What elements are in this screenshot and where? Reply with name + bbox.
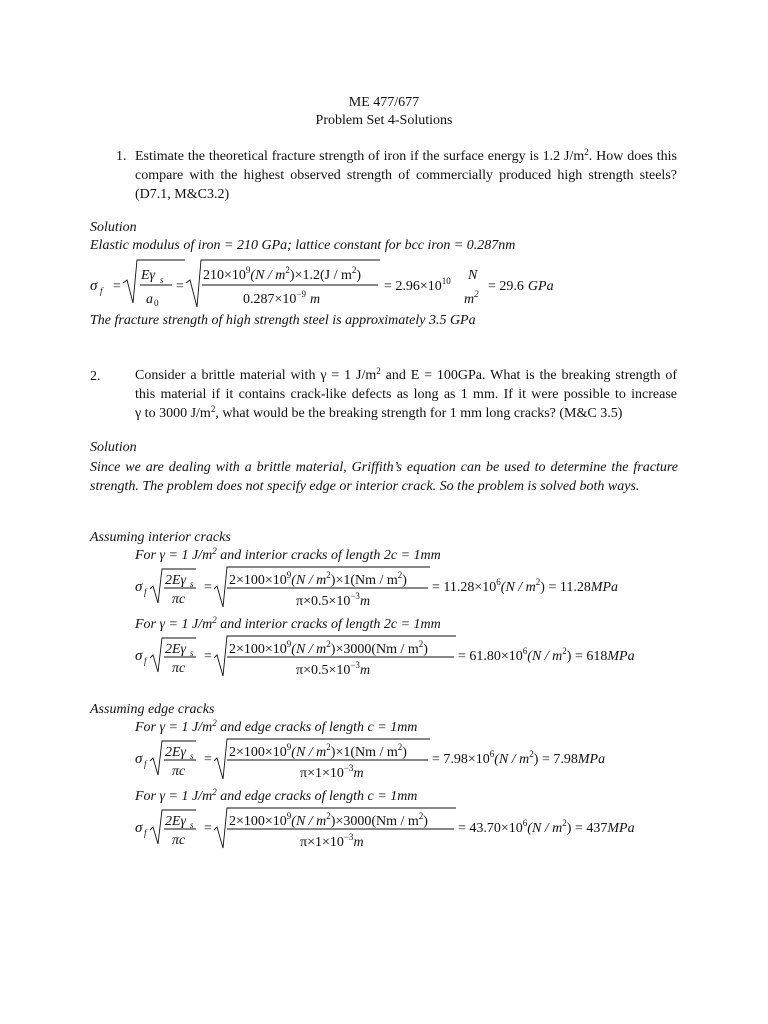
case-eq-numerator: $2\times 100\times 10^9(N / m^2)\times 3000(Nm / m^2)$	[229, 639, 428, 657]
case-eq-den: πc	[172, 592, 186, 607]
course-code: ME 477/677	[348, 95, 420, 110]
case-eq-eq: =	[204, 821, 212, 836]
eq1-den2: $0.287\times 10^{-9}$ m	[243, 289, 321, 307]
case-eq-result: = $7.98\times 10^6(N / m^2) = 7.98MPa$	[432, 749, 606, 767]
case-1-cond-sup: 2	[212, 546, 217, 556]
case-eq-numerator: $2\times 100\times 10^9(N / m^2)\times 1(Nm / m^2)$	[229, 570, 407, 588]
case-eq-num-sub: s	[190, 820, 194, 830]
case-eq-lhs-sub: f	[144, 828, 147, 838]
case-eq-lhs: σ	[135, 579, 143, 595]
case-eq-eq: =	[204, 580, 212, 595]
problem-2-solution-label: Solution	[90, 440, 137, 455]
problem-1-solution-label: Solution	[90, 220, 137, 235]
case-3-cond-sup: 2	[212, 718, 217, 728]
eq1-eq-sign: =	[113, 279, 121, 294]
eq1-lhs: σ	[90, 278, 98, 294]
case-eq-den: πc	[172, 764, 186, 779]
problem-1-text-b: . How does this compare with the highest observed strength of commercially produced high strength steels? (D7.1, M&C3.2)	[135, 149, 677, 202]
case-eq-num: 2Eγ	[165, 745, 187, 760]
eq1-lhs-sub: f	[100, 286, 103, 296]
case-eq-num-sub: s	[190, 579, 194, 589]
case-eq-lhs-sub: f	[144, 587, 147, 597]
case-4-cond-a: For γ = 1 J/m	[135, 789, 213, 804]
case-4-equation	[135, 808, 635, 850]
eq1-num2: $210\times 10^9(N / m^2)\times 1.2(J / m^2)$	[203, 265, 362, 283]
case-eq-den: πc	[172, 833, 186, 848]
case-1-equation	[135, 567, 618, 609]
problem-2-line-3a: γ to 3000 J/m	[135, 406, 211, 421]
case-2-cond-a: For γ = 1 J/m	[135, 617, 213, 632]
case-eq-num: 2Eγ	[165, 814, 187, 829]
problem-1-text-sup: 2	[584, 147, 589, 157]
case-eq-numerator: $2\times 100\times 10^9(N / m^2)\times 3000(Nm / m^2)$	[229, 811, 428, 829]
case-2-cond-sup: 2	[212, 615, 217, 625]
case-eq-eq: =	[204, 752, 212, 767]
eq1-res1-num: N	[468, 268, 478, 283]
problem-2-line-1a: Consider a brittle material with γ = 1 J/m	[135, 368, 377, 383]
eq1-res1-den: $m^2$	[464, 289, 479, 307]
case-2-cond-b: and interior cracks of length 2c = 1mm	[216, 617, 441, 632]
case-eq-denominator: $\pi\times 0.5\times 10^{-3}m$	[296, 660, 371, 678]
case-eq-denominator: $\pi\times 1\times 10^{-3}m$	[300, 763, 364, 781]
case-4-cond-sup: 2	[212, 787, 217, 797]
problem-2-line-3-sup: 2	[210, 404, 216, 414]
eq1-num1: Eγ	[141, 268, 156, 283]
case-eq-eq: =	[204, 649, 212, 664]
case-1-cond-b: and interior cracks of length 2c = 1mm	[216, 548, 441, 563]
case-eq-lhs: σ	[135, 820, 143, 836]
case-eq-numerator: $2\times 100\times 10^9(N / m^2)\times 1(Nm / m^2)$	[229, 742, 407, 760]
case-eq-lhs: σ	[135, 648, 143, 664]
problem-2-line-1-sup: 2	[376, 366, 381, 376]
problem-2-line-1b: and E = 100GPa. What is the breaking strength of	[380, 368, 677, 383]
case-3-cond-a: For γ = 1 J/m	[135, 720, 213, 735]
case-1-cond-a: For γ = 1 J/m	[135, 548, 213, 563]
case-eq-result: = $43.70\times 10^6(N / m^2) = 437MPa$	[458, 818, 635, 836]
case-eq-result: = $11.28\times 10^6(N / m^2) = 11.28MPa$	[432, 577, 619, 595]
case-2-equation	[135, 636, 635, 678]
case-eq-denominator: $\pi\times 0.5\times 10^{-3}m$	[296, 591, 371, 609]
case-4-cond-b: and edge cracks of length c = 1mm	[216, 789, 418, 804]
eq1-den1: a	[146, 292, 153, 307]
case-eq-lhs-sub: f	[144, 759, 147, 769]
interior-cracks-heading: Assuming interior cracks	[90, 530, 231, 545]
problem-1-conclusion: The fracture strength of high strength steel is approximately 3.5 GPa	[90, 313, 476, 328]
case-eq-num-sub: s	[190, 751, 194, 761]
page-title: Problem Set 4-Solutions	[315, 113, 453, 128]
problem-2-line-2: this material if it contains crack-like defects as long as 1 mm. If it were possible to increase	[135, 387, 677, 402]
problem-1-number: 1.	[116, 149, 127, 164]
case-eq-lhs: σ	[135, 751, 143, 767]
edge-cracks-heading: Assuming edge cracks	[90, 702, 215, 717]
case-eq-num: 2Eγ	[165, 573, 187, 588]
case-eq-num-sub: s	[190, 648, 194, 658]
case-eq-lhs-sub: f	[144, 656, 147, 666]
case-eq-result: = $61.80\times 10^6(N / m^2) = 618MPa$	[458, 646, 635, 664]
eq1-res1: = $2.96\times 10^{10}$	[384, 276, 451, 294]
problem-1-given: Elastic modulus of iron = 210 GPa; lattice constant for bcc iron = 0.287nm	[90, 238, 516, 253]
eq1-res2: = 29.6 GPa	[488, 279, 554, 294]
problem-2-solution-text: Since we are dealing with a brittle material, Griffith’s equation can be used to determine the fracture strength. The problem does not specify edge or interior crack. So the problem is solved both ways.	[90, 460, 678, 494]
case-eq-den: πc	[172, 661, 186, 676]
case-3-equation	[135, 739, 605, 781]
case-eq-denominator: $\pi\times 1\times 10^{-3}m$	[300, 832, 364, 850]
case-3-cond-b: and edge cracks of length c = 1mm	[216, 720, 418, 735]
problem-2-number: 2.	[90, 369, 101, 384]
eq1-num1-sub: s	[160, 275, 164, 285]
eq1-den1-sub: 0	[154, 298, 159, 308]
case-eq-num: 2Eγ	[165, 642, 187, 657]
problem-1-text-a: Estimate the theoretical fracture strength of iron if the surface energy is 1.2 J/m	[135, 149, 585, 164]
problem-2-line-3b: , what would be the breaking strength for 1 mm long cracks? (M&C 3.5)	[215, 406, 623, 421]
eq1-eq-sign-2: =	[176, 279, 184, 294]
